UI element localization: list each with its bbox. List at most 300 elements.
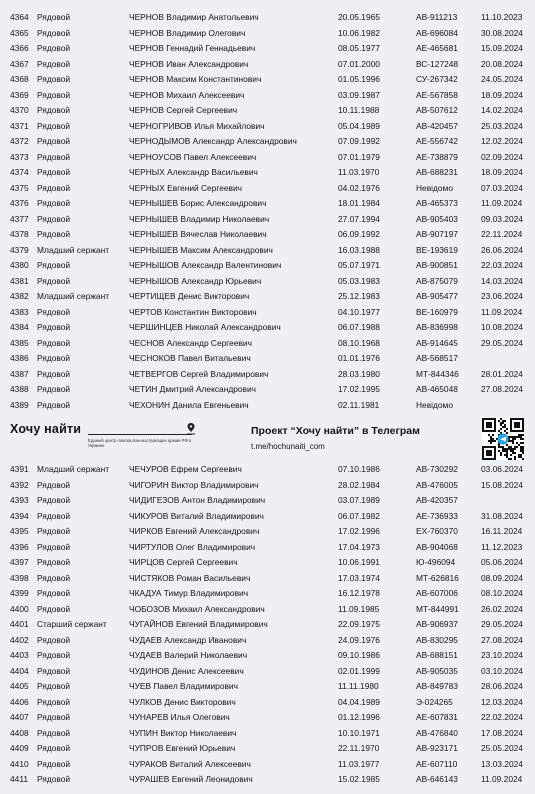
record-date: 03.06.2024: [481, 464, 523, 474]
record-number: 4368: [10, 74, 29, 84]
rank: Рядовой: [37, 727, 71, 738]
record-number: 4374: [10, 167, 29, 177]
record-date: 31.08.2024: [481, 510, 523, 521]
list-item: [0, 710, 535, 726]
record-date: 03.10.2024: [481, 665, 523, 676]
record-number: 4403: [10, 650, 29, 660]
rank: Рядовой: [37, 198, 71, 208]
record-number: 4366: [10, 43, 29, 53]
document-number: АВ-923171: [416, 743, 458, 753]
record-number: 4372: [10, 136, 29, 146]
document-number: АЕ-736933: [416, 510, 458, 521]
rank: Рядовой: [37, 120, 71, 131]
document-number: АЕ-465681: [416, 43, 458, 53]
document-number: АВ-476840: [416, 727, 458, 738]
record-number: 4375: [10, 182, 29, 193]
full-name: ЧЕРНЫШЕВ Владимир Николаевич: [129, 213, 270, 224]
document-number: АЕ-738879: [416, 151, 458, 162]
rank: Рядовой: [37, 27, 71, 38]
rank: Рядовой: [37, 43, 71, 53]
list-item: [0, 367, 535, 383]
full-name: ЧЕСНОВ Александр Сергеевич: [129, 337, 252, 348]
record-date: 11.10.2023: [481, 12, 523, 22]
banner: [0, 418, 535, 462]
record-date: 11.12.2023: [481, 541, 523, 552]
full-name: ЧЕРТИЩЕВ Денис Викторович: [129, 291, 250, 301]
birth-date: 07.10.1986: [338, 464, 380, 474]
birth-date: 16.03.1988: [338, 244, 380, 255]
birth-date: 05.07.1971: [338, 260, 380, 270]
birth-date: 22.11.1970: [338, 743, 380, 753]
rank: Рядовой: [37, 399, 71, 410]
record-number: 4379: [10, 244, 29, 255]
full-name: ЧУПРОВ Евгений Юрьевич: [129, 743, 236, 753]
record-number: 4409: [10, 743, 29, 753]
rank: Рядовой: [37, 665, 71, 676]
record-number: 4371: [10, 120, 29, 131]
record-date: 11.09.2024: [481, 774, 523, 784]
document-number: АВ-646143: [416, 774, 458, 784]
document-number: АЕ-607831: [416, 712, 458, 722]
document-number: АВ-688151: [416, 650, 458, 660]
rank: Рядовой: [37, 696, 71, 707]
record-date: 20.08.2024: [481, 58, 523, 69]
project-title: Проект “Хочу найти” в Телеграм: [251, 425, 420, 437]
full-name: ЧЕРНОВ Геннадий Геннадьевич: [129, 43, 256, 53]
record-date: 18.09.2024: [481, 167, 523, 177]
rank: Младший сержант: [37, 464, 110, 474]
rank: Старший сержант: [37, 619, 107, 629]
list-item: [0, 617, 535, 633]
full-name: ЧЕРНЫШОВ Александр Юрьевич: [129, 275, 262, 286]
full-name: ЧЕСНОКОВ Павел Витальевич: [129, 353, 251, 363]
birth-date: 05.03.1983: [338, 275, 380, 286]
list-item: [0, 181, 535, 197]
rank: Рядовой: [37, 353, 71, 363]
record-date: 09.03.2024: [481, 213, 523, 224]
document-number: МТ-844346: [416, 368, 459, 379]
list-item: [0, 398, 535, 414]
record-number: 4411: [10, 774, 29, 784]
full-name: ЧИГОРИН Виктор Владимирович: [129, 479, 259, 490]
rank: Рядовой: [37, 712, 71, 722]
list-item: [0, 509, 535, 525]
full-name: ЧЕРНЫШЕВ Вячеслав Николаевич: [129, 229, 267, 239]
logo-subtitle: Единый центр поиска военнослужащих армии РФ в Украине: [88, 438, 192, 448]
list-item: [0, 134, 535, 150]
record-number: 4364: [10, 12, 29, 22]
record-number: 4398: [10, 572, 29, 583]
birth-date: 07.09.1992: [338, 136, 380, 146]
document-number: АВ-905403: [416, 213, 458, 224]
list-item: [0, 602, 535, 618]
document-number: АВ-914645: [416, 337, 458, 348]
record-date: 11.09.2024: [481, 306, 523, 317]
full-name: ЧЕРНЫШЕВ Максим Александрович: [129, 244, 273, 255]
birth-date: 11.09.1985: [338, 603, 380, 614]
birth-date: 15.02.1985: [338, 774, 380, 784]
document-number: АВ-905477: [416, 291, 458, 301]
record-number: 4394: [10, 510, 29, 521]
record-number: 4378: [10, 229, 29, 239]
record-number: 4406: [10, 696, 29, 707]
list-item: [0, 462, 535, 478]
list-item: [0, 726, 535, 742]
list-bottom: [0, 462, 535, 788]
document-number: АВ-420357: [416, 495, 458, 505]
rank: Рядовой: [37, 337, 71, 348]
document-number: СУ-267342: [416, 74, 458, 84]
document-number: АВ-906937: [416, 619, 458, 629]
record-number: 4382: [10, 291, 29, 301]
record-date: 25.05.2024: [481, 743, 523, 753]
record-date: 29.05.2024: [481, 337, 523, 348]
list-item: [0, 10, 535, 26]
list-item: [0, 772, 535, 788]
record-date: 14.03.2024: [481, 275, 523, 286]
rank: Рядовой: [37, 182, 71, 193]
list-item: [0, 633, 535, 649]
rank: Рядовой: [37, 275, 71, 286]
record-number: 4387: [10, 368, 29, 379]
record-date: 15.08.2024: [481, 479, 523, 490]
list-item: [0, 305, 535, 321]
full-name: ЧЕТВЕРГОВ Сергей Владимирович: [129, 368, 269, 379]
document-number: ЕХ-760370: [416, 526, 458, 536]
rank: Рядовой: [37, 650, 71, 660]
full-name: ЧИРЦОВ Сергей Сергеевич: [129, 557, 238, 567]
record-date: 12.02.2024: [481, 136, 523, 146]
full-name: ЧУПИН Виктор Николаевич: [129, 727, 237, 738]
full-name: ЧЕРНОГРИВОВ Илья Михайлович: [129, 120, 265, 131]
list-item: [0, 196, 535, 212]
birth-date: 22.09.1975: [338, 619, 380, 629]
document-number: АЕ-556742: [416, 136, 458, 146]
rank: Рядовой: [37, 588, 71, 598]
birth-date: 10.06.1982: [338, 27, 380, 38]
birth-date: 11.03.1970: [338, 167, 380, 177]
record-number: 4395: [10, 526, 29, 536]
document-number: ВЕ-193619: [416, 244, 458, 255]
telegram-link[interactable]: t.me/hochunaiti_com: [251, 442, 325, 451]
record-number: 4381: [10, 275, 29, 286]
logo-text: Хочу найти: [10, 422, 82, 436]
list-item: [0, 41, 535, 57]
record-number: 4410: [10, 758, 29, 769]
full-name: ЧЕРНОУСОВ Павел Алексеевич: [129, 151, 257, 162]
list-item: [0, 695, 535, 711]
document-number: ВЕ-160979: [416, 306, 458, 317]
rank: Рядовой: [37, 510, 71, 521]
full-name: ЧЕРНЫШОВ Александр Валентинович: [129, 260, 282, 270]
record-date: 08.09.2024: [481, 572, 523, 583]
record-number: 4369: [10, 89, 29, 100]
record-date: 28.06.2024: [481, 681, 523, 691]
full-name: ЧУЕВ Павел Владимирович: [129, 681, 238, 691]
full-name: ЧУЛКОВ Денис Викторович: [129, 696, 236, 707]
rank: Рядовой: [37, 12, 71, 22]
full-name: ЧЕХОНИН Данила Евгеньевич: [129, 399, 249, 410]
rank: Рядовой: [37, 634, 71, 645]
record-date: 14.02.2024: [481, 105, 523, 115]
rank: Рядовой: [37, 479, 71, 490]
record-number: 4407: [10, 712, 29, 722]
record-date: 16.11.2024: [481, 526, 523, 536]
record-date: 11.09.2024: [481, 198, 523, 208]
full-name: ЧИДИГЕЗОВ Антон Владимирович: [129, 495, 266, 505]
record-number: 4389: [10, 399, 29, 410]
full-name: ЧЕРНОВ Максим Константинович: [129, 74, 262, 84]
record-number: 4393: [10, 495, 29, 505]
document-number: АВ-849783: [416, 681, 458, 691]
birth-date: 09.10.1986: [338, 650, 380, 660]
list-item: [0, 555, 535, 571]
birth-date: 17.02.1996: [338, 526, 380, 536]
document-number: АЕ-567858: [416, 89, 458, 100]
list-item: [0, 478, 535, 494]
rank: Рядовой: [37, 89, 71, 100]
birth-date: 07.01.1979: [338, 151, 380, 162]
full-name: ЧЕЧУРОВ Ефрем Сергеевич: [129, 464, 242, 474]
list-item: [0, 741, 535, 757]
birth-date: 28.03.1980: [338, 368, 380, 379]
birth-date: 10.06.1991: [338, 557, 380, 567]
record-number: 4384: [10, 322, 29, 332]
list-item: [0, 336, 535, 352]
birth-date: 02.11.1981: [338, 399, 380, 410]
full-name: ЧУДИНОВ Денис Алексеевич: [129, 665, 244, 676]
document-number: АВ-730292: [416, 464, 458, 474]
list-item: [0, 320, 535, 336]
birth-date: 01.05.1996: [338, 74, 380, 84]
full-name: ЧИКУРОВ Виталий Владимирович: [129, 510, 264, 521]
birth-date: 16.12.1978: [338, 588, 380, 598]
birth-date: 01.01.1976: [338, 353, 380, 363]
document-number: АВ-476005: [416, 479, 458, 490]
record-date: 15.09.2024: [481, 43, 523, 53]
qr-code-icon: [482, 418, 524, 460]
list-item: [0, 289, 535, 305]
rank: Рядовой: [37, 526, 71, 536]
rank: Рядовой: [37, 572, 71, 583]
record-number: 4377: [10, 213, 29, 224]
record-number: 4385: [10, 337, 29, 348]
birth-date: 06.09.1992: [338, 229, 380, 239]
birth-date: 25.12.1983: [338, 291, 380, 301]
full-name: ЧЕРНЫХ Евгений Сергеевич: [129, 182, 243, 193]
document-number: МТ-626816: [416, 572, 459, 583]
full-name: ЧЕРНОВ Сергей Сергеевич: [129, 105, 238, 115]
record-date: 26.02.2024: [481, 603, 523, 614]
full-name: ЧИРТУЛОВ Олег Владимирович: [129, 541, 256, 552]
rank: Рядовой: [37, 167, 71, 177]
record-date: 23.10.2024: [481, 650, 523, 660]
document-number: АВ-830295: [416, 634, 458, 645]
rank: Рядовой: [37, 58, 71, 69]
rank: Рядовой: [37, 368, 71, 379]
record-date: 22.03.2024: [481, 260, 523, 270]
rank: Рядовой: [37, 603, 71, 614]
record-date: 02.09.2024: [481, 151, 523, 162]
record-date: 22.02.2024: [481, 712, 523, 722]
document-number: АВ-420457: [416, 120, 458, 131]
rank: Рядовой: [37, 774, 71, 784]
record-number: 4392: [10, 479, 29, 490]
birth-date: 03.07.1989: [338, 495, 380, 505]
full-name: ЧЕТИН Дмитрий Александрович: [129, 384, 257, 394]
rank: Рядовой: [37, 151, 71, 162]
birth-date: 06.07.1982: [338, 510, 380, 521]
list-item: [0, 57, 535, 73]
list-item: [0, 664, 535, 680]
record-number: 4396: [10, 541, 29, 552]
document-number: Ю-496094: [416, 557, 456, 567]
rank: Рядовой: [37, 105, 71, 115]
full-name: ЧУГАЙНОВ Евгений Владимирович: [129, 619, 268, 629]
birth-date: 08.10.1968: [338, 337, 380, 348]
birth-date: 11.03.1977: [338, 758, 380, 769]
record-number: 4380: [10, 260, 29, 270]
rank: Рядовой: [37, 743, 71, 753]
list-item: [0, 165, 535, 181]
list-item: [0, 382, 535, 398]
list-item: [0, 540, 535, 556]
rank: Младший сержант: [37, 244, 110, 255]
full-name: ЧУРАКОВ Виталий Алексеевич: [129, 758, 251, 769]
list-item: [0, 493, 535, 509]
list-item: [0, 243, 535, 259]
record-number: 4376: [10, 198, 29, 208]
document-number: ВС-127248: [416, 58, 459, 69]
rank: Рядовой: [37, 681, 71, 691]
location-pin-icon: [187, 423, 195, 435]
record-date: 27.08.2024: [481, 634, 523, 645]
full-name: ЧЕРНОДЫМОВ Александр Александрович: [129, 136, 297, 146]
record-number: 4365: [10, 27, 29, 38]
document-number: АВ-900851: [416, 260, 458, 270]
document-number: МТ-844991: [416, 603, 459, 614]
document-number: АВ-904068: [416, 541, 458, 552]
document-number: Невідомо: [416, 182, 453, 193]
full-name: ЧЕРНОВ Владимир Олегович: [129, 27, 246, 38]
birth-date: 20.05.1965: [338, 12, 380, 22]
rank: Младший сержант: [37, 291, 110, 301]
birth-date: 04.10.1977: [338, 306, 380, 317]
record-date: 12.03.2024: [481, 696, 523, 707]
birth-date: 04.04.1989: [338, 696, 380, 707]
record-date: 13.03.2024: [481, 758, 523, 769]
list-item: [0, 88, 535, 104]
birth-date: 06.07.1988: [338, 322, 380, 332]
full-name: ЧУДАЕВ Валерий Николаевич: [129, 650, 248, 660]
document-number: Невідомо: [416, 399, 453, 410]
record-date: 29.05.2024: [481, 619, 523, 629]
list-item: [0, 274, 535, 290]
list-item: [0, 227, 535, 243]
record-date: 08.10.2024: [481, 588, 523, 598]
full-name: ЧКАДУА Тимур Владимирович: [129, 588, 249, 598]
record-number: 4404: [10, 665, 29, 676]
record-date: 26.06.2024: [481, 244, 523, 255]
full-name: ЧЕРНОВ Михаил Алексеевич: [129, 89, 245, 100]
birth-date: 11.11.1980: [338, 681, 379, 691]
document-number: АВ-688231: [416, 167, 458, 177]
record-date: 27.08.2024: [481, 384, 523, 394]
rank: Рядовой: [37, 136, 71, 146]
birth-date: 17.03.1974: [338, 572, 380, 583]
rank: Рядовой: [37, 229, 71, 239]
record-date: 17.08.2024: [481, 727, 523, 738]
document-number: АВ-875079: [416, 275, 458, 286]
full-name: ЧУНАРЕВ Илья Олегович: [129, 712, 230, 722]
list-item: [0, 524, 535, 540]
list-item: [0, 26, 535, 42]
record-date: 30.08.2024: [481, 27, 523, 38]
record-number: 4373: [10, 151, 29, 162]
birth-date: 08.05.1977: [338, 43, 380, 53]
list-item: [0, 351, 535, 367]
document-number: АВ-465048: [416, 384, 458, 394]
birth-date: 17.02.1995: [338, 384, 380, 394]
rank: Рядовой: [37, 557, 71, 567]
document-number: АВ-465373: [416, 198, 458, 208]
birth-date: 05.04.1989: [338, 120, 380, 131]
record-number: 4383: [10, 306, 29, 317]
list-item: [0, 212, 535, 228]
record-number: 4402: [10, 634, 29, 645]
record-date: 18.09.2024: [481, 89, 523, 100]
list-item: [0, 586, 535, 602]
list-item: [0, 119, 535, 135]
document-number: АВ-568517: [416, 353, 458, 363]
birth-date: 17.04.1973: [338, 541, 380, 552]
record-number: 4388: [10, 384, 29, 394]
document-number: Э-024265: [416, 696, 453, 707]
birth-date: 24.09.1976: [338, 634, 380, 645]
rank: Рядовой: [37, 384, 71, 394]
full-name: ЧЕРТОВ Константин Викторович: [129, 306, 257, 317]
record-number: 4408: [10, 727, 29, 738]
list-item: [0, 648, 535, 664]
full-name: ЧЕРШИНЦЕВ Николай Александрович: [129, 322, 281, 332]
record-date: 25.03.2024: [481, 120, 523, 131]
list-item: [0, 150, 535, 166]
birth-date: 01.12.1996: [338, 712, 380, 722]
record-number: 4370: [10, 105, 29, 115]
full-name: ЧУДАЕВ Александр Иванович: [129, 634, 247, 645]
full-name: ЧИРКОВ Евгений Александрович: [129, 526, 260, 536]
rank: Рядовой: [37, 213, 71, 224]
birth-date: 10.10.1971: [338, 727, 380, 738]
document-number: АВ-905035: [416, 665, 458, 676]
rank: Рядовой: [37, 541, 71, 552]
logo-underline: [88, 434, 192, 435]
birth-date: 02.01.1999: [338, 665, 380, 676]
full-name: ЧИСТЯКОВ Роман Васильевич: [129, 572, 251, 583]
rank: Рядовой: [37, 74, 71, 84]
birth-date: 10.11.1988: [338, 105, 380, 115]
list-item: [0, 571, 535, 587]
full-name: ЧУРАШЕВ Евгений Леонидович: [129, 774, 253, 784]
birth-date: 07.01.2000: [338, 58, 380, 69]
list-item: [0, 679, 535, 695]
rank: Рядовой: [37, 306, 71, 317]
birth-date: 27.07.1994: [338, 213, 380, 224]
full-name: ЧЕРНОВ Владимир Анатольевич: [129, 12, 259, 22]
birth-date: 03.09.1987: [338, 89, 380, 100]
birth-date: 04.02.1976: [338, 182, 380, 193]
full-name: ЧОБОЗОВ Михаил Александрович: [129, 603, 265, 614]
